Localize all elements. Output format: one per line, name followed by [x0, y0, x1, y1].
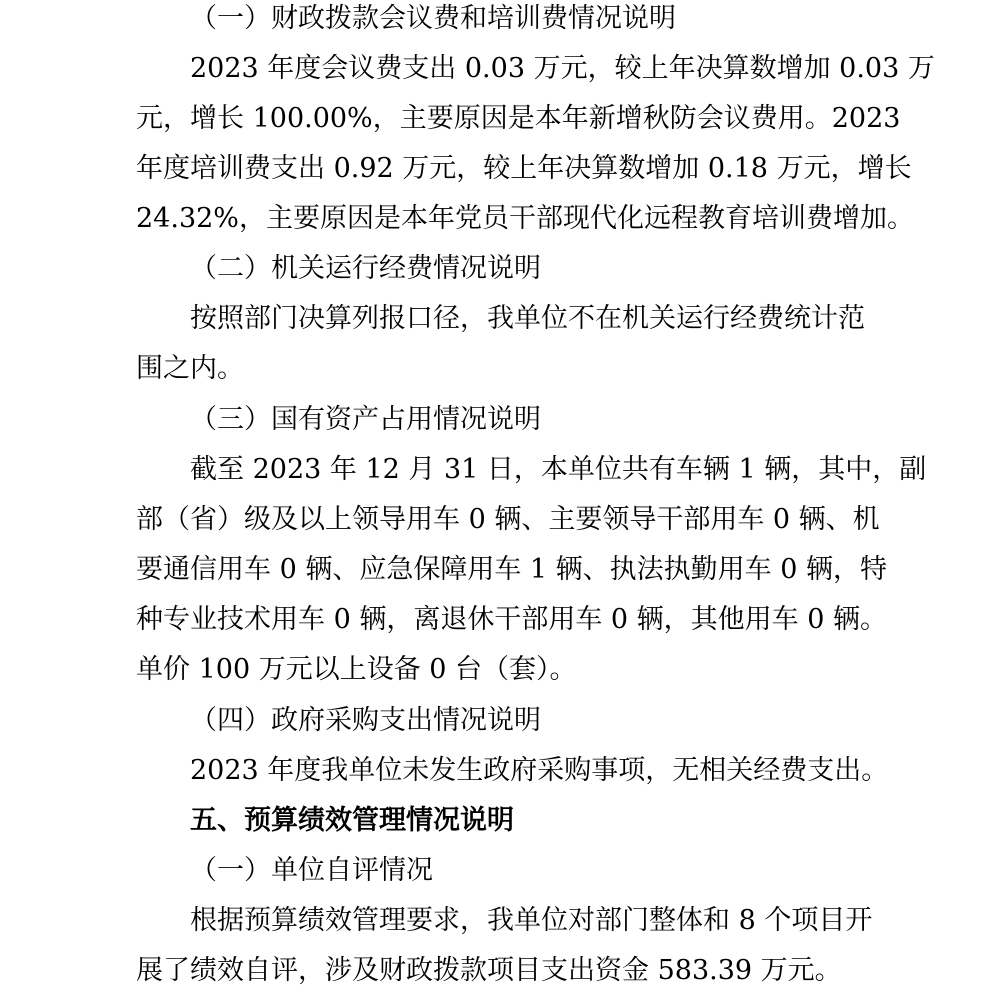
paragraph-line: 2023 年度我单位未发生政府采购事项，无相关经费支出。	[190, 755, 889, 786]
paragraph-line: 年度培训费支出 0.92 万元，较上年决算数增加 0.18 万元，增长	[136, 153, 912, 184]
section-heading-operating-expenses: （二）机关运行经费情况说明	[190, 253, 541, 284]
paragraph-line: 截至 2023 年 12 月 31 日，本单位共有车辆 1 辆，其中，副	[190, 454, 927, 485]
paragraph-line: 按照部门决算列报口径，我单位不在机关运行经费统计范	[190, 303, 865, 334]
paragraph-line: 围之内。	[136, 353, 244, 384]
section-heading-state-assets: （三）国有资产占用情况说明	[190, 404, 541, 435]
paragraph-line: 展了绩效自评，涉及财政拨款项目支出资金 583.39 万元。	[136, 955, 842, 986]
section-heading-self-evaluation: （一）单位自评情况	[190, 855, 433, 886]
section-heading-meeting-training-fees: （一）财政拨款会议费和培训费情况说明	[190, 3, 676, 34]
chapter-heading-performance-management: 五、预算绩效管理情况说明	[190, 805, 514, 836]
paragraph-line: 部（省）级及以上领导用车 0 辆、主要领导干部用车 0 辆、机	[136, 504, 880, 535]
paragraph-line: 要通信用车 0 辆、应急保障用车 1 辆、执法执勤用车 0 辆，特	[136, 554, 888, 585]
paragraph-line: 根据预算绩效管理要求，我单位对部门整体和 8 个项目开	[190, 905, 873, 936]
paragraph-line: 种专业技术用车 0 辆，离退休干部用车 0 辆，其他用车 0 辆。	[136, 604, 888, 635]
section-heading-government-procurement: （四）政府采购支出情况说明	[190, 705, 541, 736]
paragraph-line: 单价 100 万元以上设备 0 台（套）。	[136, 654, 577, 685]
paragraph-line: 24.32%，主要原因是本年党员干部现代化远程教育培训费增加。	[136, 203, 914, 234]
paragraph-line: 2023 年度会议费支出 0.03 万元，较上年决算数增加 0.03 万	[190, 53, 935, 84]
paragraph-line: 元，增长 100.00%，主要原因是本年新增秋防会议费用。2023	[136, 103, 901, 134]
